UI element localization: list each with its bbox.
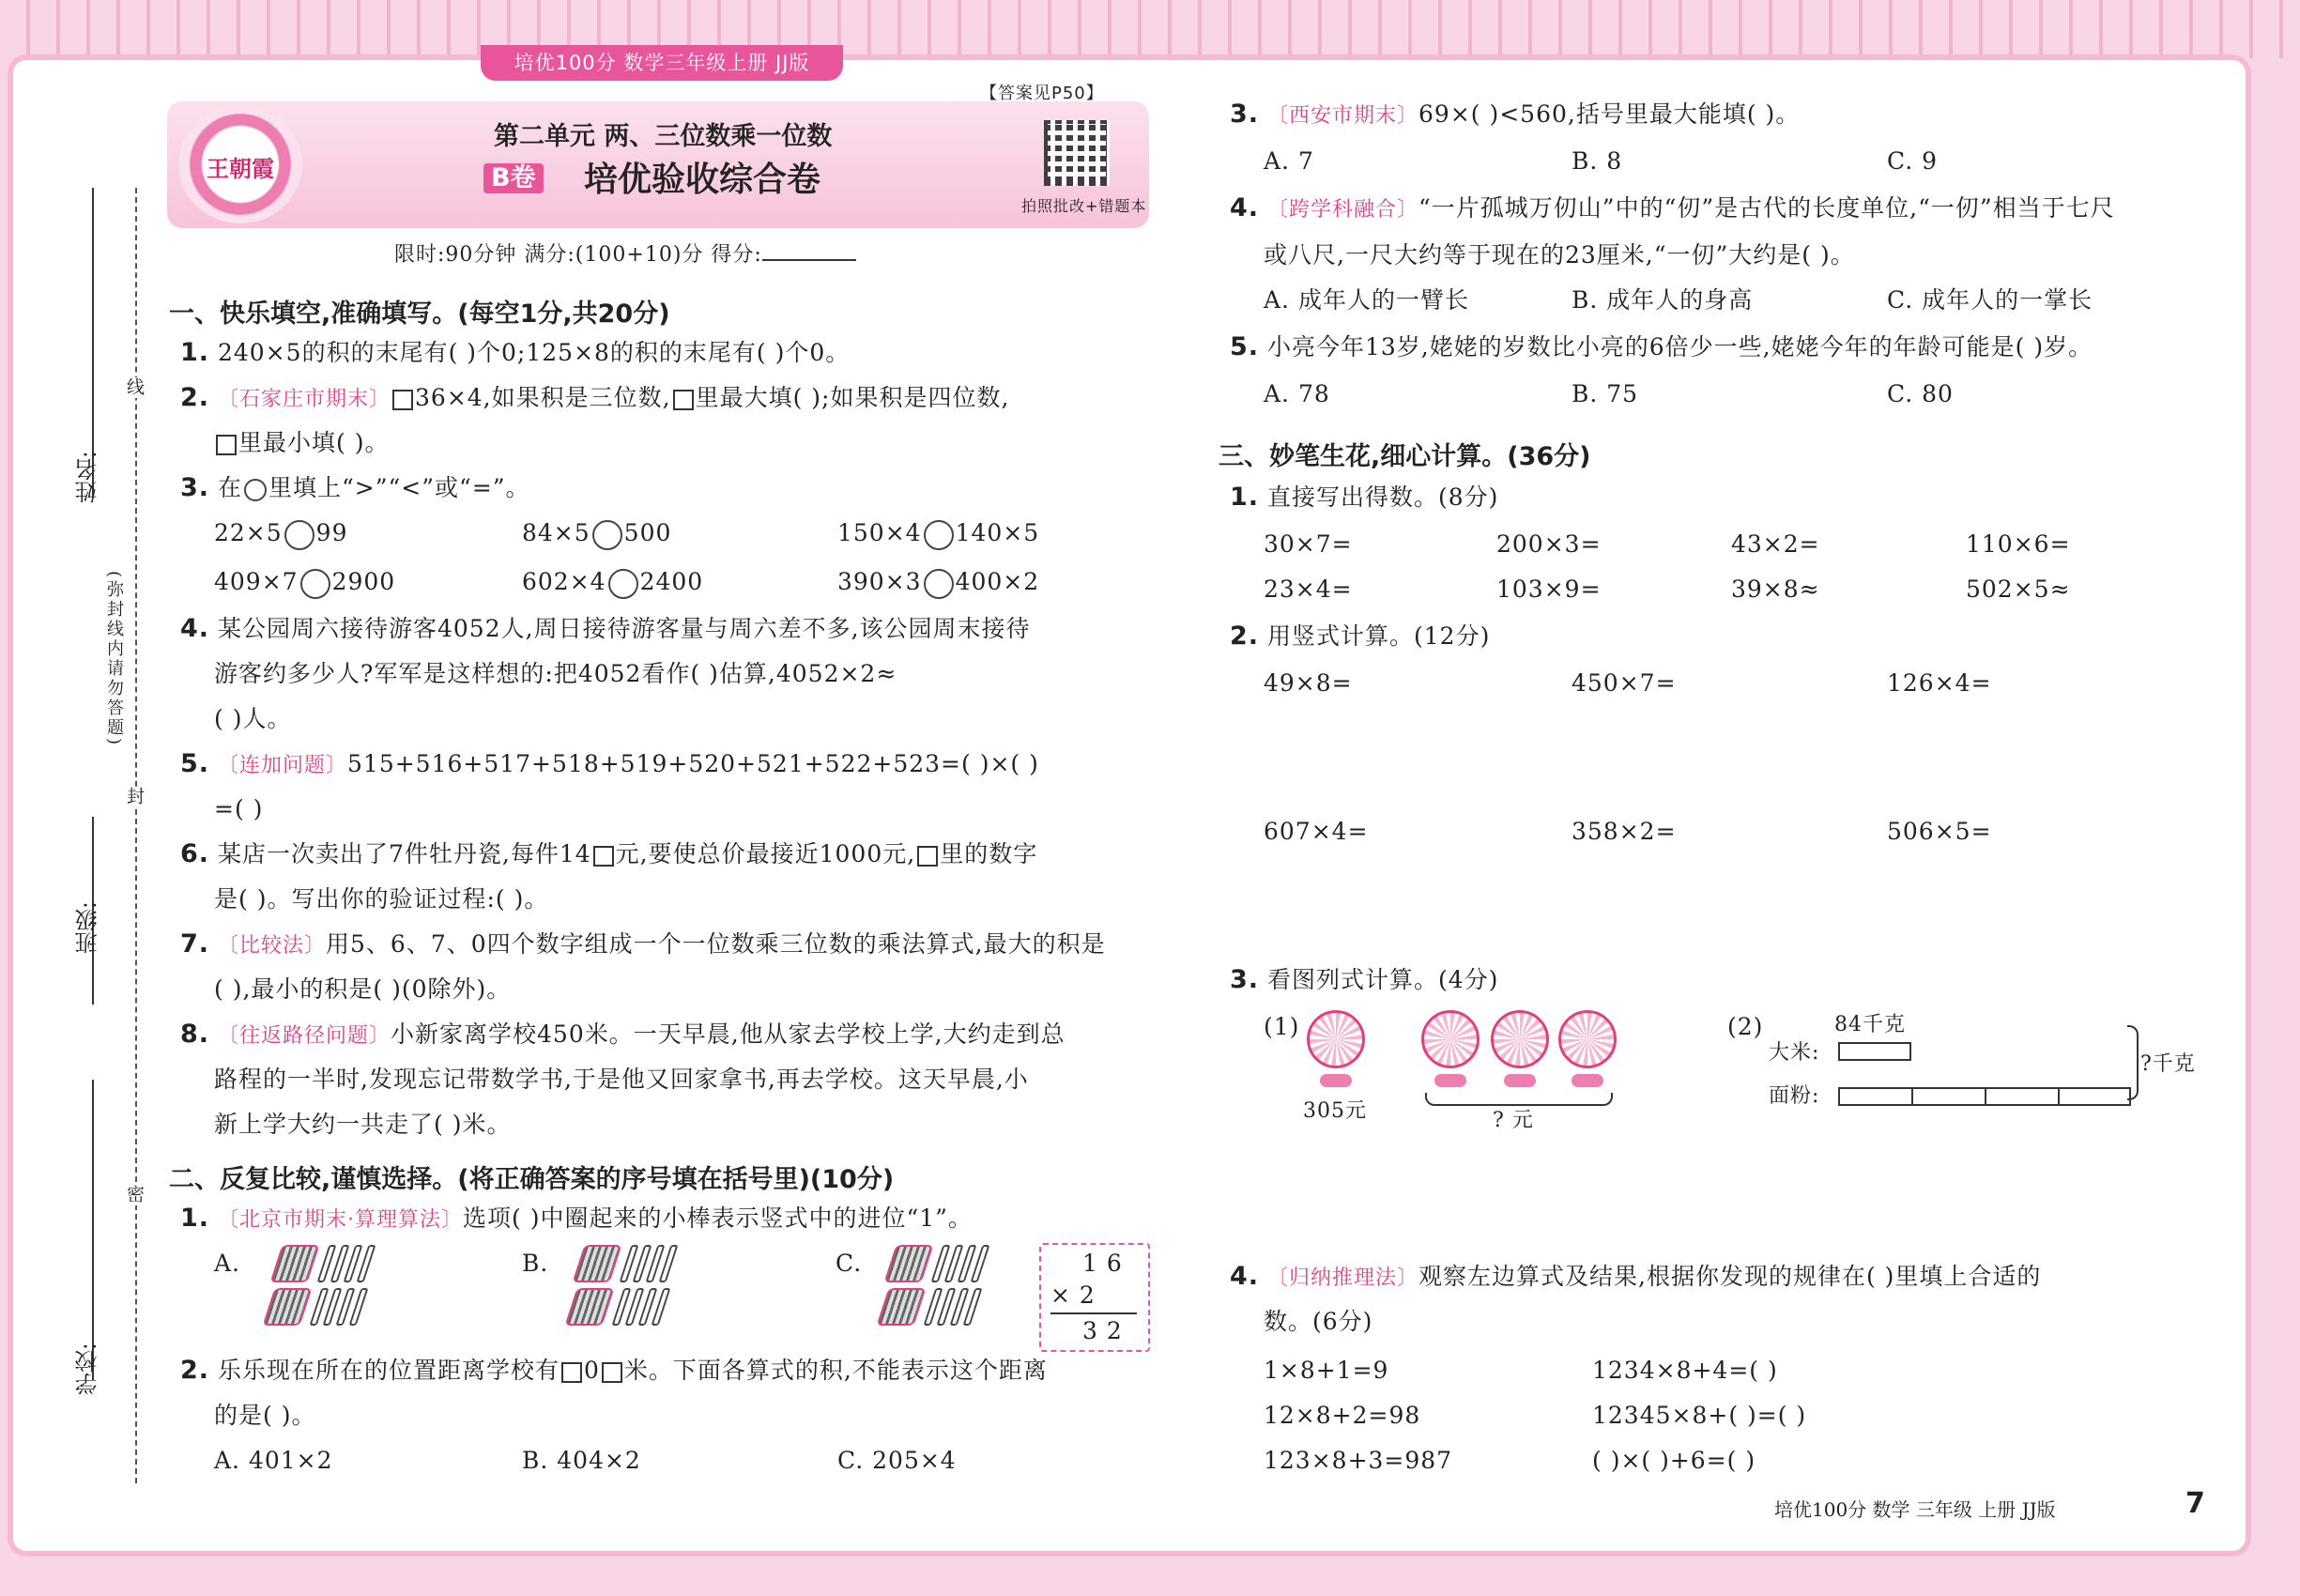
q2-2 <box>180 1356 1048 1386</box>
pattern-right-1: 1234×8+4=( ) <box>1592 1357 1778 1384</box>
fan-icon <box>1307 1010 1365 1095</box>
vertical-5: 358×2= <box>1572 818 1677 845</box>
total-weight: ?千克 <box>2140 1052 2196 1076</box>
section-3-heading: 三、妙笔生花,细心计算。(36分) <box>1219 442 1591 471</box>
paper-badge: B卷 <box>483 163 544 193</box>
q2-2-option-b[interactable]: B. 404×2 <box>522 1447 641 1474</box>
sticks-image-a <box>268 1245 381 1327</box>
q-text: 元,要使总价最接近1000元, <box>615 840 916 867</box>
pattern-right-3: ( )×( )+6=( ) <box>1592 1447 1756 1474</box>
flour-bar <box>1838 1087 2131 1106</box>
q-text: 乐乐现在所在的位置距离学校有 <box>218 1357 560 1384</box>
compare-circle[interactable] <box>300 569 330 599</box>
q1-3-e <box>522 567 703 599</box>
q1-3-d <box>214 567 395 599</box>
blank-box <box>673 390 694 410</box>
rice-bar <box>1838 1042 1911 1061</box>
vertical-2: 450×7= <box>1572 669 1677 697</box>
q-text: 用竖式计算。(12分) <box>1267 622 1491 650</box>
q-tag: 〔跨学科融合〕 <box>1267 198 1419 222</box>
seal-mark-2: 封 <box>122 787 147 807</box>
compare-circle[interactable] <box>592 520 622 550</box>
q-text: 米。下面各算式的积,不能表示这个距离 <box>623 1357 1048 1384</box>
q-text: 里最小填( )。 <box>238 429 390 456</box>
compare-left: 150×4 <box>837 519 922 546</box>
q1-1 <box>180 338 850 368</box>
q-tag: 〔西安市期末〕 <box>1267 104 1419 128</box>
q1-7-l2: ( ),最小的积是( )(0除外)。 <box>214 975 512 1003</box>
q3-3-part1-label: (1) <box>1264 1013 1300 1040</box>
q-text: “一片孤城万仞山”中的“仞”是古代的长度单位,“一仞”相当于七尺 <box>1418 194 2115 222</box>
q-number: 7. <box>180 929 210 959</box>
q1-2-cont <box>214 428 389 458</box>
q1-2 <box>180 383 1009 415</box>
q-text: 用5、6、7、0四个数字组成一个一位数乘三位数的乘法算式,最大的积是 <box>326 930 1106 958</box>
exam-info-text: 限时:90分钟 满分:(100+10)分 得分: <box>394 243 762 267</box>
answer-ref: 【答案见P50】 <box>980 84 1104 103</box>
q2-5-option-c[interactable]: C. 80 <box>1887 380 1954 407</box>
compare-right: 140×5 <box>955 519 1040 546</box>
class-label: 班级: <box>75 901 101 955</box>
q-number: 2. <box>1230 622 1260 651</box>
q-text: 某店一次卖出了7件牡丹瓷,每件14 <box>218 840 591 867</box>
seal-mark-1: 线 <box>122 377 147 398</box>
q1-3-c <box>837 518 1039 550</box>
q-text: 小新家离学校450米。一天早晨,他从家去学校上学,大约走到总 <box>391 1021 1066 1048</box>
exam-info <box>394 240 856 270</box>
q1-3-a <box>214 518 347 550</box>
q1-4-l3: ( )人。 <box>214 705 292 732</box>
blank-box <box>561 1362 582 1383</box>
blank-box <box>392 390 413 410</box>
q-text: 36×4,如果积是三位数, <box>415 384 671 411</box>
q-number: 5. <box>180 749 210 778</box>
compare-right: 400×2 <box>955 568 1040 595</box>
q-number: 3. <box>1230 100 1260 129</box>
fan-icon <box>1421 1010 1480 1095</box>
q-number: 3. <box>1230 965 1260 994</box>
school-underline <box>92 1080 94 1380</box>
oral-1: 30×7= <box>1264 530 1353 558</box>
q1-7 <box>180 929 1106 961</box>
fan-icon <box>1491 1010 1549 1095</box>
q1-5 <box>180 749 1039 781</box>
oral-5: 23×4= <box>1264 575 1353 603</box>
compare-circle <box>244 479 267 501</box>
q2-1-option-b[interactable]: B. <box>522 1250 549 1277</box>
q2-4-l2: 或八尺,一尺大约等于现在的23厘米,“一仞”大约是( )。 <box>1264 241 1855 269</box>
q2-4-option-a[interactable]: A. 成年人的一臂长 <box>1264 286 1469 314</box>
fan-price: 305元 <box>1303 1099 1367 1123</box>
q2-3-option-a[interactable]: A. 7 <box>1264 147 1314 175</box>
q-number: 2. <box>180 383 210 412</box>
q2-5-option-b[interactable]: B. 75 <box>1572 380 1639 407</box>
q-text: 小亮今年13岁,姥姥的岁数比小亮的6倍少一些,姥姥今年的年龄可能是( )岁。 <box>1267 333 2093 361</box>
compare-circle[interactable] <box>608 569 638 599</box>
q1-5-l2: =( ) <box>214 795 264 822</box>
brace <box>1425 1093 1613 1106</box>
q3-4-l2: 数。(6分) <box>1264 1308 1373 1335</box>
vertical-1: 49×8= <box>1264 669 1353 697</box>
q1-6-l2: 是( )。写出你的验证过程:( )。 <box>214 885 549 913</box>
q1-3 <box>180 473 530 503</box>
school-label: 学校: <box>75 1343 101 1396</box>
vertical-6: 506×5= <box>1887 818 1992 845</box>
oral-7: 39×8≈ <box>1731 575 1820 603</box>
footer-info: 培优100分 数学 三年级 上册 JJ版 <box>1774 1498 2056 1521</box>
q-text: 515+516+517+518+519+520+521+522+523=( )×( ) <box>347 750 1039 777</box>
page-number: 7 <box>2185 1487 2205 1520</box>
q-number: 3. <box>180 473 210 502</box>
q-number: 4. <box>1230 1262 1260 1291</box>
q2-4 <box>1230 193 2115 225</box>
pattern-left-1: 1×8+1=9 <box>1264 1357 1389 1384</box>
pattern-right-2: 12345×8+( )=( ) <box>1592 1402 1807 1429</box>
unit-title: 第二单元 两、三位数乘一位数 <box>494 122 833 151</box>
vertical-4: 607×4= <box>1264 818 1369 845</box>
blank-box <box>602 1362 622 1383</box>
oral-4: 110×6= <box>1966 530 2071 558</box>
q-tag: 〔石家庄市期末〕 <box>218 388 391 411</box>
q-text: 某公园周六接待游客4052人,周日接待游客量与周六差不多,该公园周末接待 <box>218 615 1031 642</box>
flour-label: 面粉: <box>1769 1084 1820 1108</box>
section-2-heading: 二、反复比较,谨慎选择。(将正确答案的序号填在括号里)(10分) <box>169 1165 895 1194</box>
q2-2-option-c[interactable]: C. 205×4 <box>837 1447 957 1474</box>
q2-2-option-a[interactable]: A. 401×2 <box>214 1447 333 1474</box>
q1-3-b <box>522 518 671 550</box>
q2-3-option-c[interactable]: C. 9 <box>1887 147 1939 175</box>
score-field[interactable] <box>762 240 856 261</box>
compare-left: 390×3 <box>837 568 922 595</box>
sticks-image-c <box>882 1245 995 1327</box>
top-band <box>0 0 2300 58</box>
calc-top: 1 6 <box>1082 1250 1123 1277</box>
q-tag: 〔连加问题〕 <box>218 754 348 777</box>
compare-right: 2900 <box>331 568 396 595</box>
vertical-calc-box <box>1039 1243 1150 1352</box>
brand-logo-text: 王朝霞 <box>207 156 274 182</box>
q-number: 8. <box>180 1020 210 1049</box>
compare-right: 99 <box>315 519 348 546</box>
q-text: 在 <box>218 474 243 501</box>
q2-5 <box>1230 332 2093 362</box>
q3-4 <box>1230 1262 2041 1294</box>
q1-8 <box>180 1020 1066 1051</box>
pattern-left-3: 123×8+3=987 <box>1264 1447 1453 1474</box>
seal-mark-3: 密 <box>122 1185 147 1205</box>
q3-3 <box>1230 965 1498 995</box>
blank-box <box>593 846 614 867</box>
compare-right: 500 <box>623 519 672 546</box>
q-text: 里最大填( );如果积是四位数, <box>695 384 1010 411</box>
q-number: 4. <box>180 614 210 643</box>
blank-box <box>216 435 237 455</box>
q-number: 4. <box>1230 193 1260 223</box>
vertical-3: 126×4= <box>1887 669 1992 697</box>
q3-2 <box>1230 622 1490 652</box>
compare-left: 84×5 <box>522 519 590 546</box>
q2-4-option-b[interactable]: B. 成年人的身高 <box>1572 286 1754 314</box>
q-text: 看图列式计算。(4分) <box>1267 966 1499 993</box>
q-number: 5. <box>1230 332 1260 361</box>
qr-caption: 拍照批改+错题本 <box>1021 197 1147 215</box>
qr-code-pattern <box>1044 120 1110 186</box>
q-text: 直接写出得数。(8分) <box>1267 483 1499 511</box>
q2-2-l2: 的是( )。 <box>214 1402 316 1429</box>
fan-icon <box>1558 1010 1617 1095</box>
q2-3 <box>1230 100 1800 131</box>
section-1-heading: 一、快乐填空,准确填写。(每空1分,共20分) <box>169 299 670 329</box>
q2-1-option-a[interactable]: A. <box>214 1250 241 1277</box>
q2-1-option-c[interactable]: C. <box>836 1250 863 1277</box>
q1-3-f <box>837 567 1039 599</box>
q1-8-l2: 路程的一半时,发现忘记带数学书,于是他又回家拿书,再去学校。这天早晨,小 <box>214 1066 1029 1093</box>
q-text: 0 <box>584 1357 600 1384</box>
q-text: 里填上“>”“<”或“=”。 <box>268 474 530 501</box>
q-text: 69×( )<560,括号里最大能填( )。 <box>1418 100 1801 128</box>
calc-rule <box>1050 1312 1137 1314</box>
q2-4-option-c[interactable]: C. 成年人的一掌长 <box>1887 286 2093 314</box>
q-number: 1. <box>180 1204 210 1233</box>
brace-right <box>2127 1025 2139 1100</box>
q1-6 <box>180 839 1037 869</box>
q-number: 1. <box>1230 483 1260 512</box>
header-tab: 培优100分 数学三年级上册 JJ版 <box>481 45 843 81</box>
oral-3: 43×2= <box>1731 530 1820 558</box>
oral-8: 502×5≈ <box>1966 575 2071 603</box>
q-tag: 〔往返路径问题〕 <box>218 1024 391 1048</box>
q-number: 1. <box>180 338 210 367</box>
oral-6: 103×9= <box>1496 575 1602 603</box>
compare-circle[interactable] <box>284 520 314 550</box>
compare-left: 409×7 <box>214 568 299 595</box>
q-tag: 〔比较法〕 <box>218 934 327 958</box>
q-text: 240×5的积的末尾有( )个0;125×8的积的末尾有( )个0。 <box>218 339 851 366</box>
q-tag: 〔归纳推理法〕 <box>1267 1266 1419 1290</box>
sticks-image-b <box>571 1245 683 1327</box>
rice-label: 大米: <box>1769 1041 1820 1065</box>
blank-box <box>917 846 938 867</box>
q2-1 <box>180 1204 973 1235</box>
q-text: 选项( )中圈起来的小棒表示竖式中的进位“1”。 <box>463 1205 973 1232</box>
compare-left: 22×5 <box>214 519 283 546</box>
name-label: 姓名: <box>75 451 101 504</box>
compare-right: 2400 <box>639 568 704 595</box>
q3-3-part2-label: (2) <box>1727 1013 1764 1040</box>
q1-8-l3: 新上学大约一共走了( )米。 <box>214 1111 512 1138</box>
q-tag: 〔北京市期末·算理算法〕 <box>218 1208 463 1232</box>
seal-notice: (弥封线内请勿答题) <box>104 571 124 748</box>
q-text: 里的数字 <box>940 840 1038 867</box>
q3-1 <box>1230 483 1498 513</box>
calc-mid: × 2 <box>1050 1281 1096 1309</box>
oral-2: 200×3= <box>1496 530 1602 558</box>
compare-left: 602×4 <box>522 568 606 595</box>
q-number: 2. <box>180 1356 210 1385</box>
rice-weight: 84千克 <box>1834 1013 1906 1036</box>
compare-circle[interactable] <box>924 520 954 550</box>
q-number: 6. <box>180 839 210 868</box>
calc-bottom: 3 2 <box>1082 1317 1123 1344</box>
q2-5-option-a[interactable]: A. 78 <box>1264 380 1330 407</box>
compare-circle[interactable] <box>924 569 954 599</box>
q-text: 观察左边算式及结果,根据你发现的规律在( )里填上合适的 <box>1418 1263 2042 1290</box>
fan-total: ? 元 <box>1493 1109 1534 1132</box>
pattern-left-2: 12×8+2=98 <box>1264 1402 1421 1429</box>
paper-title: 培优验收综合卷 <box>584 161 821 199</box>
q1-4-l2: 游客约多少人?军军是这样想的:把4052看作( )估算,4052×2≈ <box>214 660 897 687</box>
q1-4 <box>180 614 1031 644</box>
q2-3-option-b[interactable]: B. 8 <box>1572 147 1623 175</box>
